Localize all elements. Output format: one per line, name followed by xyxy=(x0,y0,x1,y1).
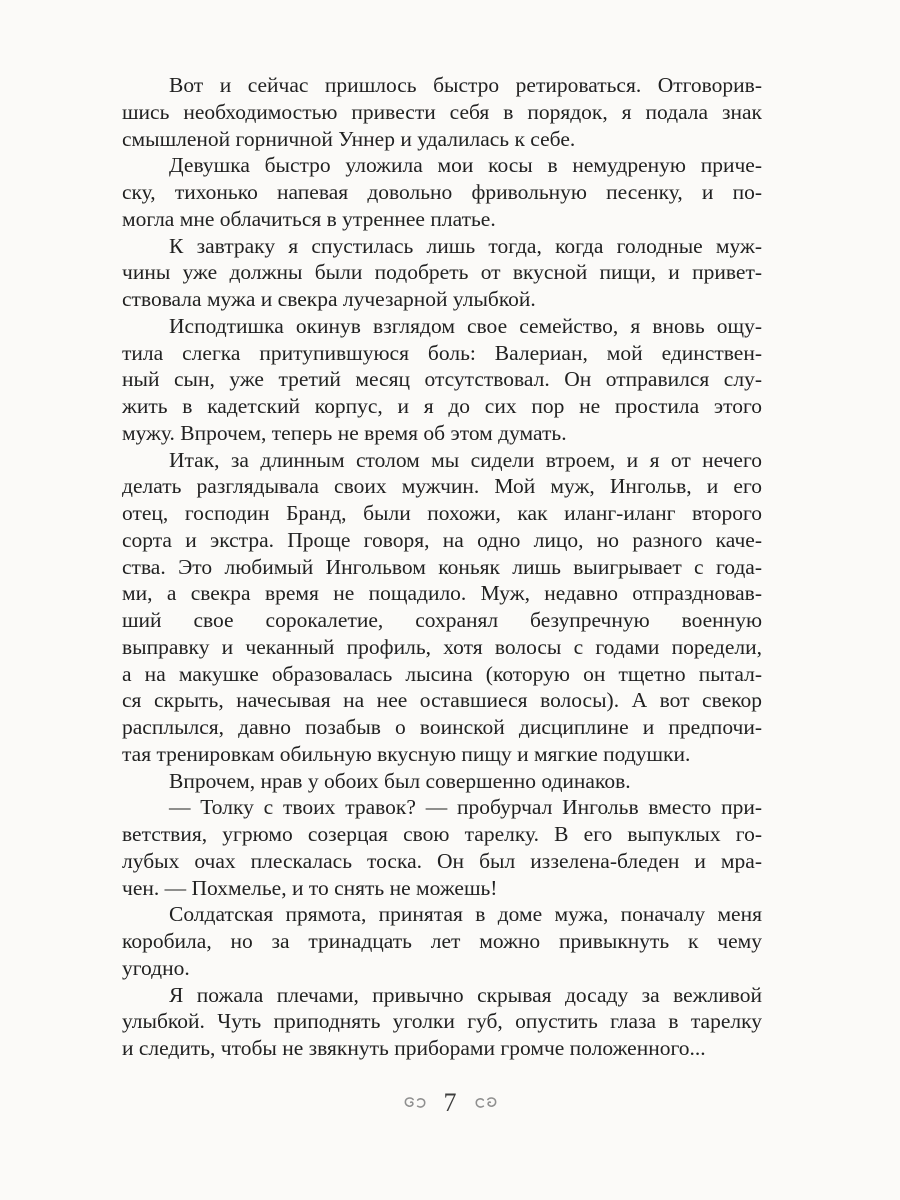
text-line: ший свое сорокалетие, сохранял безупречную военную xyxy=(122,608,762,632)
text-line: — Толку с твоих травок? — пробурчал Ингольв вместо при- xyxy=(169,795,762,820)
paragraph xyxy=(122,72,762,152)
text-line: ный сын, уже третий месяц отсутствовал. Он отправился слу- xyxy=(122,367,762,392)
page-text xyxy=(122,72,762,1062)
text-line: Вот и сейчас пришлось быстро ретироваться. Отговорив- xyxy=(169,73,762,97)
text-line: могла мне облачиться в утреннее платье. xyxy=(122,206,496,231)
text-line: чен. — Похмелье, и то снять не можешь! xyxy=(122,875,498,900)
paragraph xyxy=(122,794,762,901)
paragraph xyxy=(122,768,762,795)
text-line: Девушка быстро уложила мои косы в немудреную приче- xyxy=(169,153,762,178)
text-line: Солдатская прямота, принятая в доме мужа, поначалу меня xyxy=(169,902,762,927)
text-line: улыбкой. Чуть приподнять уголки губ, опустить глаза в тарелку xyxy=(122,1009,762,1034)
text-line: а на макушке образовалась лысина (которую он тщетно пытал- xyxy=(122,661,762,686)
text-line: угодно. xyxy=(122,955,190,980)
text-line: ся скрыть, начесывая на нее оставшиеся волосы). А вот свекор xyxy=(122,688,762,713)
text-line: коробила, но за тринадцать лет можно привыкнуть к чему xyxy=(122,929,762,953)
text-line: выправку и чеканный профиль, хотя волосы с годами поредели, xyxy=(122,634,762,659)
text-line: Впрочем, нрав у обоих был совершенно одинаков. xyxy=(169,768,631,793)
paragraph xyxy=(122,313,762,447)
text-line: тая тренировкам обильную вкусную пищу и мягкие подушки. xyxy=(122,741,691,766)
text-line: лубых очах плескалась тоска. Он был иззелена-бледен и мра- xyxy=(122,848,762,873)
paragraph xyxy=(122,982,762,1062)
paragraph xyxy=(122,447,762,768)
text-line: и следить, чтобы не звякнуть приборами громче положенного... xyxy=(122,1036,706,1060)
text-line: Итак, за длинным столом мы сидели втроем, и я от нечего xyxy=(169,447,762,472)
text-line: смышленой горничной Уннер и удалилась к себе. xyxy=(122,126,576,151)
page-number: 7 xyxy=(443,1088,457,1117)
text-line: шись необходимостью привести себя в порядок, я подала знак xyxy=(122,99,762,124)
text-line: делать разглядывала своих мужчин. Мой муж, Ингольв, и его xyxy=(122,474,762,499)
text-line: ску, тихонько напевая довольно фривольную песенку, и по- xyxy=(122,180,762,204)
text-line: ствовала мужа и свекра лучезарной улыбкой. xyxy=(122,287,536,311)
text-line: отец, господин Бранд, были похожи, как иланг-иланг второго xyxy=(122,501,762,525)
paragraph xyxy=(122,901,762,981)
fleuron-right-icon xyxy=(474,1096,498,1110)
text-line: К завтраку я спустилась лишь тогда, когда голодные муж- xyxy=(169,233,762,258)
text-line: жить в кадетский корпус, и я до сих пор не простила этого xyxy=(122,394,762,418)
text-line: Исподтишка окинув взглядом свое семейство, я вновь ощу- xyxy=(169,313,762,338)
fleuron-left-icon xyxy=(403,1096,427,1110)
page-footer xyxy=(0,1090,900,1116)
text-line: ми, а свекра время не пощадило. Муж, недавно отпраздновав- xyxy=(122,581,762,606)
text-line: чины уже должны были подобреть от вкусной пищи, и привет- xyxy=(122,260,762,285)
text-line: мужу. Впрочем, теперь не время об этом думать. xyxy=(122,420,567,445)
text-line: сорта и экстра. Проще говоря, на одно лицо, но разного каче- xyxy=(122,527,762,552)
paragraph xyxy=(122,152,762,232)
text-line: расплылся, давно позабыв о воинской дисциплине и предпочи- xyxy=(122,715,762,739)
text-line: Я пожала плечами, привычно скрывая досаду за вежливой xyxy=(169,982,762,1007)
text-line: ветствия, угрюмо созерцая свою тарелку. В его выпуклых го- xyxy=(122,822,762,846)
text-line: ства. Это любимый Ингольвом коньяк лишь выигрывает с года- xyxy=(122,554,762,579)
text-line: тила слегка притупившуюся боль: Валериан, мой единствен- xyxy=(122,340,762,365)
paragraph xyxy=(122,233,762,313)
